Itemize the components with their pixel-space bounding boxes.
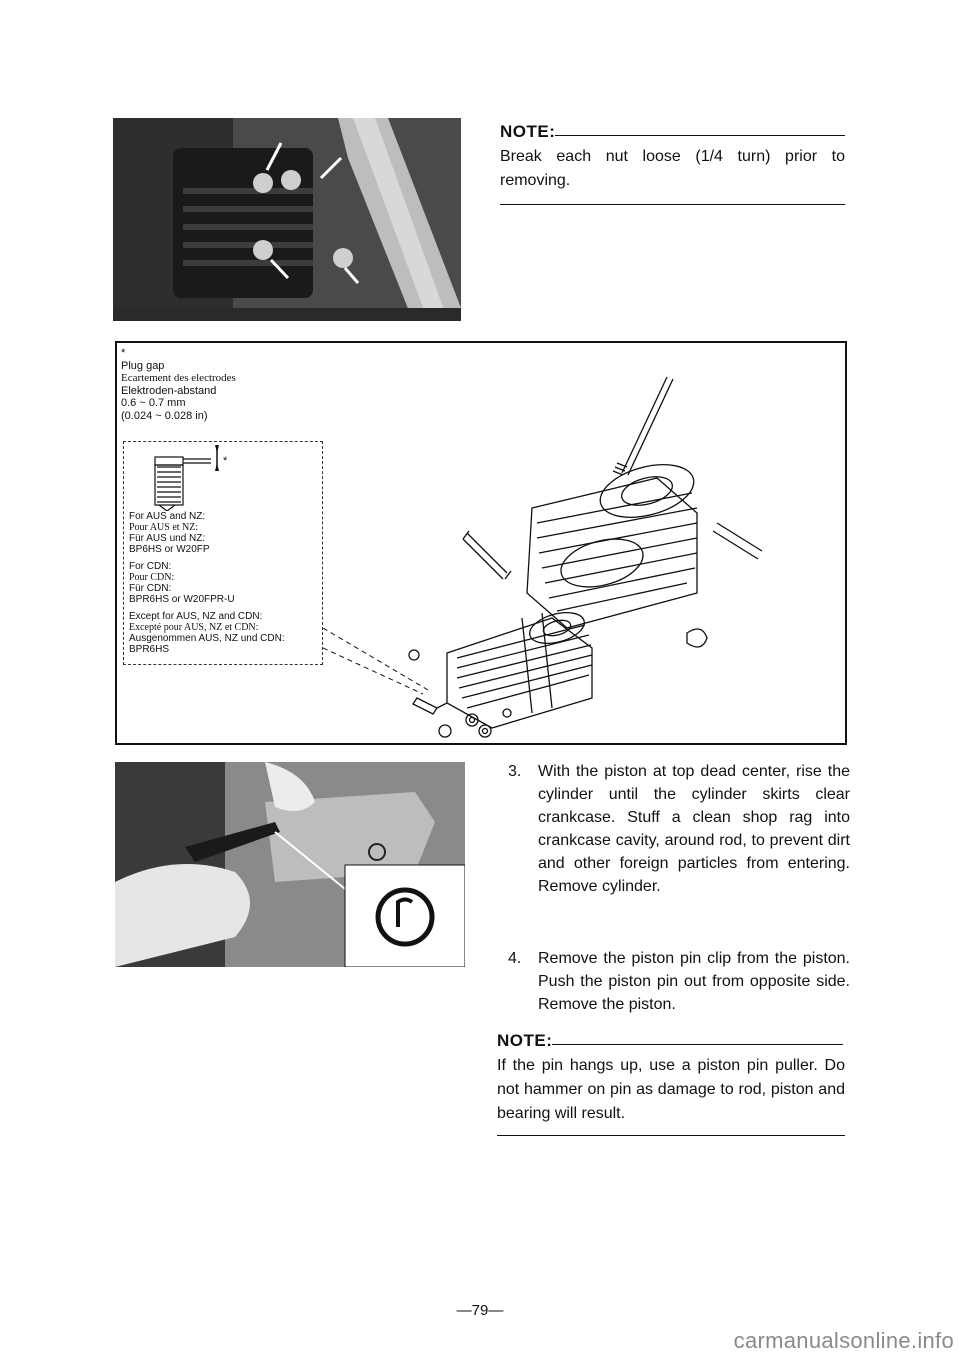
plug-gap-line: Ecartement des electrodes bbox=[121, 372, 236, 384]
callout-leader bbox=[323, 628, 433, 698]
plug-gap-spec bbox=[121, 347, 236, 422]
plug-spec-line: BPR6HS or W20FPR-U bbox=[129, 594, 235, 605]
plug-gap-line: (0.024 ~ 0.028 in) bbox=[121, 409, 208, 422]
site-watermark: carmanualsonline.info bbox=[733, 1328, 954, 1353]
plug-gap-star: * bbox=[121, 347, 126, 359]
note-end-rule bbox=[500, 204, 845, 205]
note-heading: NOTE: bbox=[497, 1031, 553, 1050]
piston-clip-illustration bbox=[115, 762, 465, 967]
plug-spec-line: Pour AUS et NZ: bbox=[129, 522, 199, 533]
page-number: —79— bbox=[456, 1302, 504, 1319]
plug-spec-line: Pour CDN: bbox=[129, 572, 175, 583]
step-text: With the piston at top dead center, rise the cylinder until the cylinder skirts clear crankcase. Stuff a clean shop rag into crankcase cavity, around rod, to prevent dirt and other foreign particles from entering. Remove cylinder. bbox=[538, 763, 850, 895]
step-text: Remove the piston pin clip from the piston. Push the piston pin out from opposite side. Remove the piston. bbox=[538, 950, 850, 1013]
plug-spec-line: BP6HS or W20FP bbox=[129, 544, 210, 555]
plug-spec-line: Except for AUS, NZ and CDN: bbox=[129, 611, 263, 622]
plug-spec-line: Excepté pour AUS, NZ et CDN: bbox=[129, 622, 259, 633]
plug-gap-line: Plug gap bbox=[121, 359, 165, 372]
step-number: 3. bbox=[508, 763, 522, 780]
step-4 bbox=[508, 947, 853, 1017]
plug-gap-line: 0.6 ~ 0.7 mm bbox=[121, 397, 186, 409]
plug-spec-line: For AUS and NZ: bbox=[129, 511, 206, 522]
cylinder-head-photo bbox=[113, 118, 461, 321]
note-rule bbox=[555, 135, 845, 136]
plug-spec-line: BPR6HS bbox=[129, 644, 170, 655]
plug-gap-line: Elektroden-abstand bbox=[121, 384, 217, 397]
step-number: 4. bbox=[508, 950, 522, 967]
step-3 bbox=[508, 760, 853, 900]
plug-spec-list bbox=[129, 511, 285, 661]
note-text: Break each nut loose (1/4 turn) prior to removing. bbox=[500, 148, 845, 189]
note-end-rule bbox=[497, 1135, 845, 1136]
plug-spec-group bbox=[129, 611, 285, 655]
piston-clip-photo bbox=[115, 762, 465, 967]
plug-spec-group bbox=[129, 561, 285, 605]
plug-spec-line: Für CDN: bbox=[129, 583, 172, 594]
cylinder-exploded-diagram bbox=[115, 341, 847, 745]
note-heading: NOTE: bbox=[500, 122, 556, 141]
plug-spec-line: For CDN: bbox=[129, 561, 172, 572]
plug-gap-marker: * bbox=[223, 455, 228, 467]
cylinder-head-illustration bbox=[113, 118, 461, 321]
plug-spec-line: Für AUS und NZ: bbox=[129, 533, 206, 544]
note-text: If the pin hangs up, use a piston pin puller. Do not hammer on pin as damage to rod, piston and bearing will result. bbox=[497, 1057, 845, 1122]
plug-spec-line: Ausgenommen AUS, NZ und CDN: bbox=[129, 633, 285, 644]
note-rule bbox=[552, 1044, 843, 1045]
plug-spec-group bbox=[129, 511, 285, 555]
